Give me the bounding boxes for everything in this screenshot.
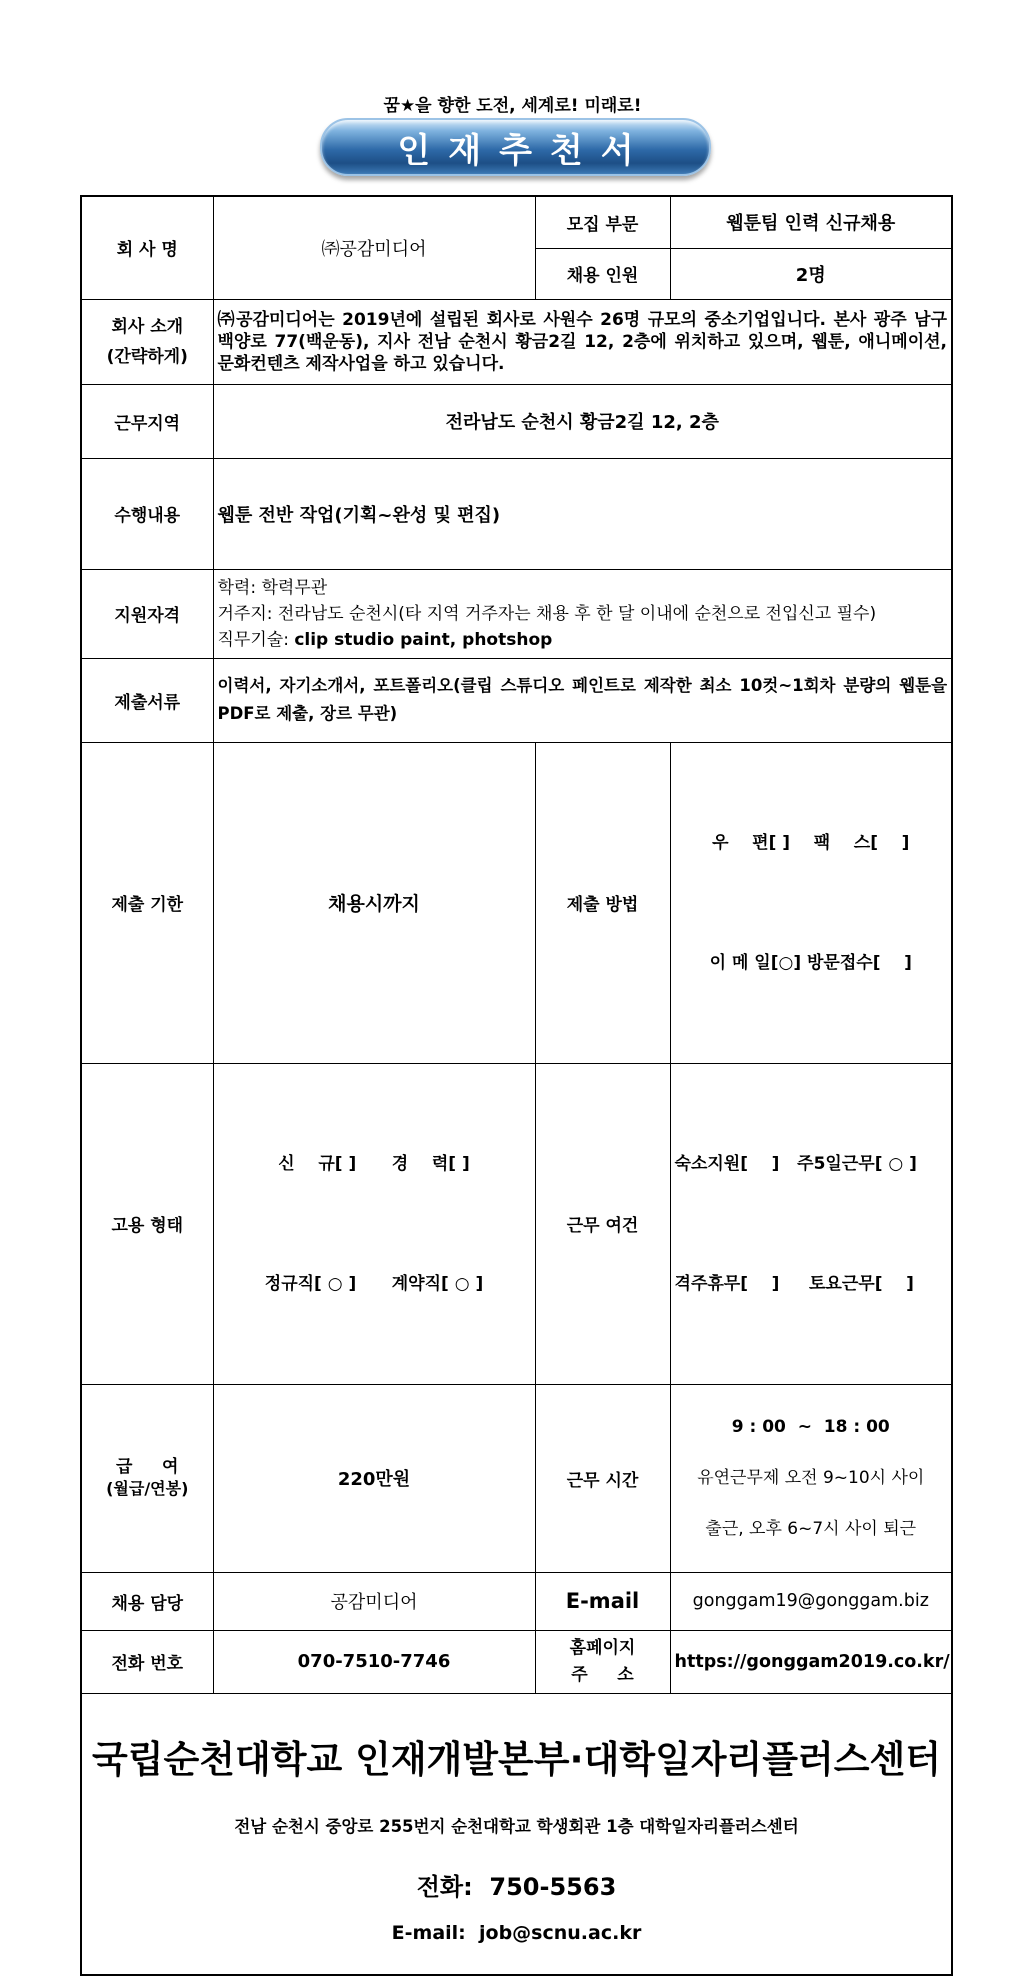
employment-line2: 정규직[ ○ ] 계약직[ ○ ] — [264, 1273, 484, 1294]
hours-line2: 유연근무제 오전 9~10시 사이 — [697, 1467, 925, 1488]
conditions-label: 근무 여건 — [535, 1063, 670, 1384]
phone-label: 전화 번호 — [81, 1630, 213, 1693]
intro-label-line1: 회사 소개 — [111, 316, 184, 337]
conditions-line2: 격주휴무[ ] 토요근무[ ] — [674, 1273, 914, 1294]
footer-address: 전남 순천시 중앙로 255번지 순천대학교 학생회관 1층 대학일자리플러스센터 — [234, 1817, 799, 1837]
homepage-label-line1: 홈페이지 — [569, 1637, 636, 1658]
deadline-label: 제출 기한 — [81, 742, 213, 1063]
salary-value: 220만원 — [213, 1384, 535, 1572]
hours-line3: 출근, 오후 6~7시 사이 퇴근 — [705, 1518, 917, 1539]
conditions-options — [670, 1063, 952, 1384]
documents-label: 제출서류 — [81, 658, 213, 742]
manager-value: 공감미디어 — [213, 1572, 535, 1630]
footer-org: 국립순천대학교 인재개발본부·대학일자리플러스센터 — [92, 1738, 942, 1782]
deadline-value: 채용시까지 — [213, 742, 535, 1063]
email-label: E-mail — [535, 1572, 670, 1630]
method-label: 제출 방법 — [535, 742, 670, 1063]
duty-value: 웹툰 전반 작업(기획~완성 및 편집) — [213, 458, 952, 569]
employment-options — [213, 1063, 535, 1384]
footer-section — [81, 1693, 952, 1975]
duty-label: 수행내용 — [81, 458, 213, 569]
qualification-residence: 거주지: 전라남도 순천시(타 지역 거주자는 채용 후 한 달 이내에 순천으로 전입신고 필수) — [217, 603, 877, 624]
conditions-line1: 숙소지원[ ] 주5일근무[ ○ ] — [674, 1153, 917, 1174]
qualification-label: 지원자격 — [81, 569, 213, 658]
salary-label-line2: (월급/연봉) — [106, 1479, 189, 1498]
hours-label: 근무 시간 — [535, 1384, 670, 1572]
email-value: gonggam19@gonggam.biz — [670, 1572, 952, 1630]
qualification-skill-prefix: 직무기술: — [217, 629, 295, 650]
manager-label: 채용 담당 — [81, 1572, 213, 1630]
qualification-skill — [218, 627, 948, 653]
document-title: 인재추천서 — [320, 118, 711, 176]
company-name: ㈜공감미디어 — [213, 196, 535, 299]
employment-label: 고용 형태 — [81, 1063, 213, 1384]
phone-value: 070-7510-7746 — [213, 1630, 535, 1693]
recommendation-form — [80, 195, 953, 1976]
method-options — [670, 742, 952, 1063]
employment-line1: 신 규[ ] 경 력[ ] — [278, 1153, 470, 1174]
qualification-skill-value: clip studio paint, photshop — [294, 629, 553, 650]
intro-label-line2: (간략하게) — [106, 346, 188, 367]
hours-value — [670, 1384, 952, 1572]
footer-phone: 전화: 750-5563 — [416, 1873, 617, 1902]
homepage-label — [535, 1630, 670, 1693]
dept-label: 모집 부문 — [535, 196, 670, 248]
salary-label-line1: 급 여 — [116, 1457, 179, 1477]
location-value: 전라남도 순천시 황금2길 12, 2층 — [213, 384, 952, 458]
homepage-label-line2: 주 소 — [571, 1664, 634, 1685]
footer-email: E-mail: job@scnu.ac.kr — [391, 1922, 642, 1945]
intro-label — [81, 299, 213, 384]
documents-value: 이력서, 자기소개서, 포트폴리오(클립 스튜디오 페인트로 제작한 최소 10컷~1회차 분량의 웹툰을 PDF로 제출, 장르 무관) — [213, 658, 952, 742]
method-line1: 우 편[ ] 팩 스[ ] — [712, 832, 910, 853]
intro-text: ㈜공감미디어는 2019년에 설립된 회사로 사원수 26명 규모의 중소기업입니다. 본사 광주 남구 백양로 77(백운동), 지사 전남 순천시 황금2길 12, 2층에 위치하고 있으며, 웹툰, 애니메이션, 문화컨텐츠 제작사업을 하고 있습니다. — [213, 299, 952, 384]
qualification-education: 학력: 학력무관 — [217, 577, 328, 598]
qualification-value — [213, 569, 952, 658]
salary-label — [81, 1384, 213, 1572]
method-line2: 이 메 일[○] 방문접수[ ] — [709, 952, 912, 973]
count-value: 2명 — [670, 248, 952, 299]
homepage-value: https://gonggam2019.co.kr/ — [670, 1630, 952, 1693]
company-name-label: 회 사 명 — [81, 196, 213, 299]
slogan: 꿈★을 향한 도전, 세계로! 미래로! — [383, 96, 642, 116]
count-label: 채용 인원 — [535, 248, 670, 299]
hours-line1: 9 : 00 ~ 18 : 00 — [731, 1416, 890, 1437]
dept-value: 웹툰팀 인력 신규채용 — [670, 196, 952, 248]
location-label: 근무지역 — [81, 384, 213, 458]
